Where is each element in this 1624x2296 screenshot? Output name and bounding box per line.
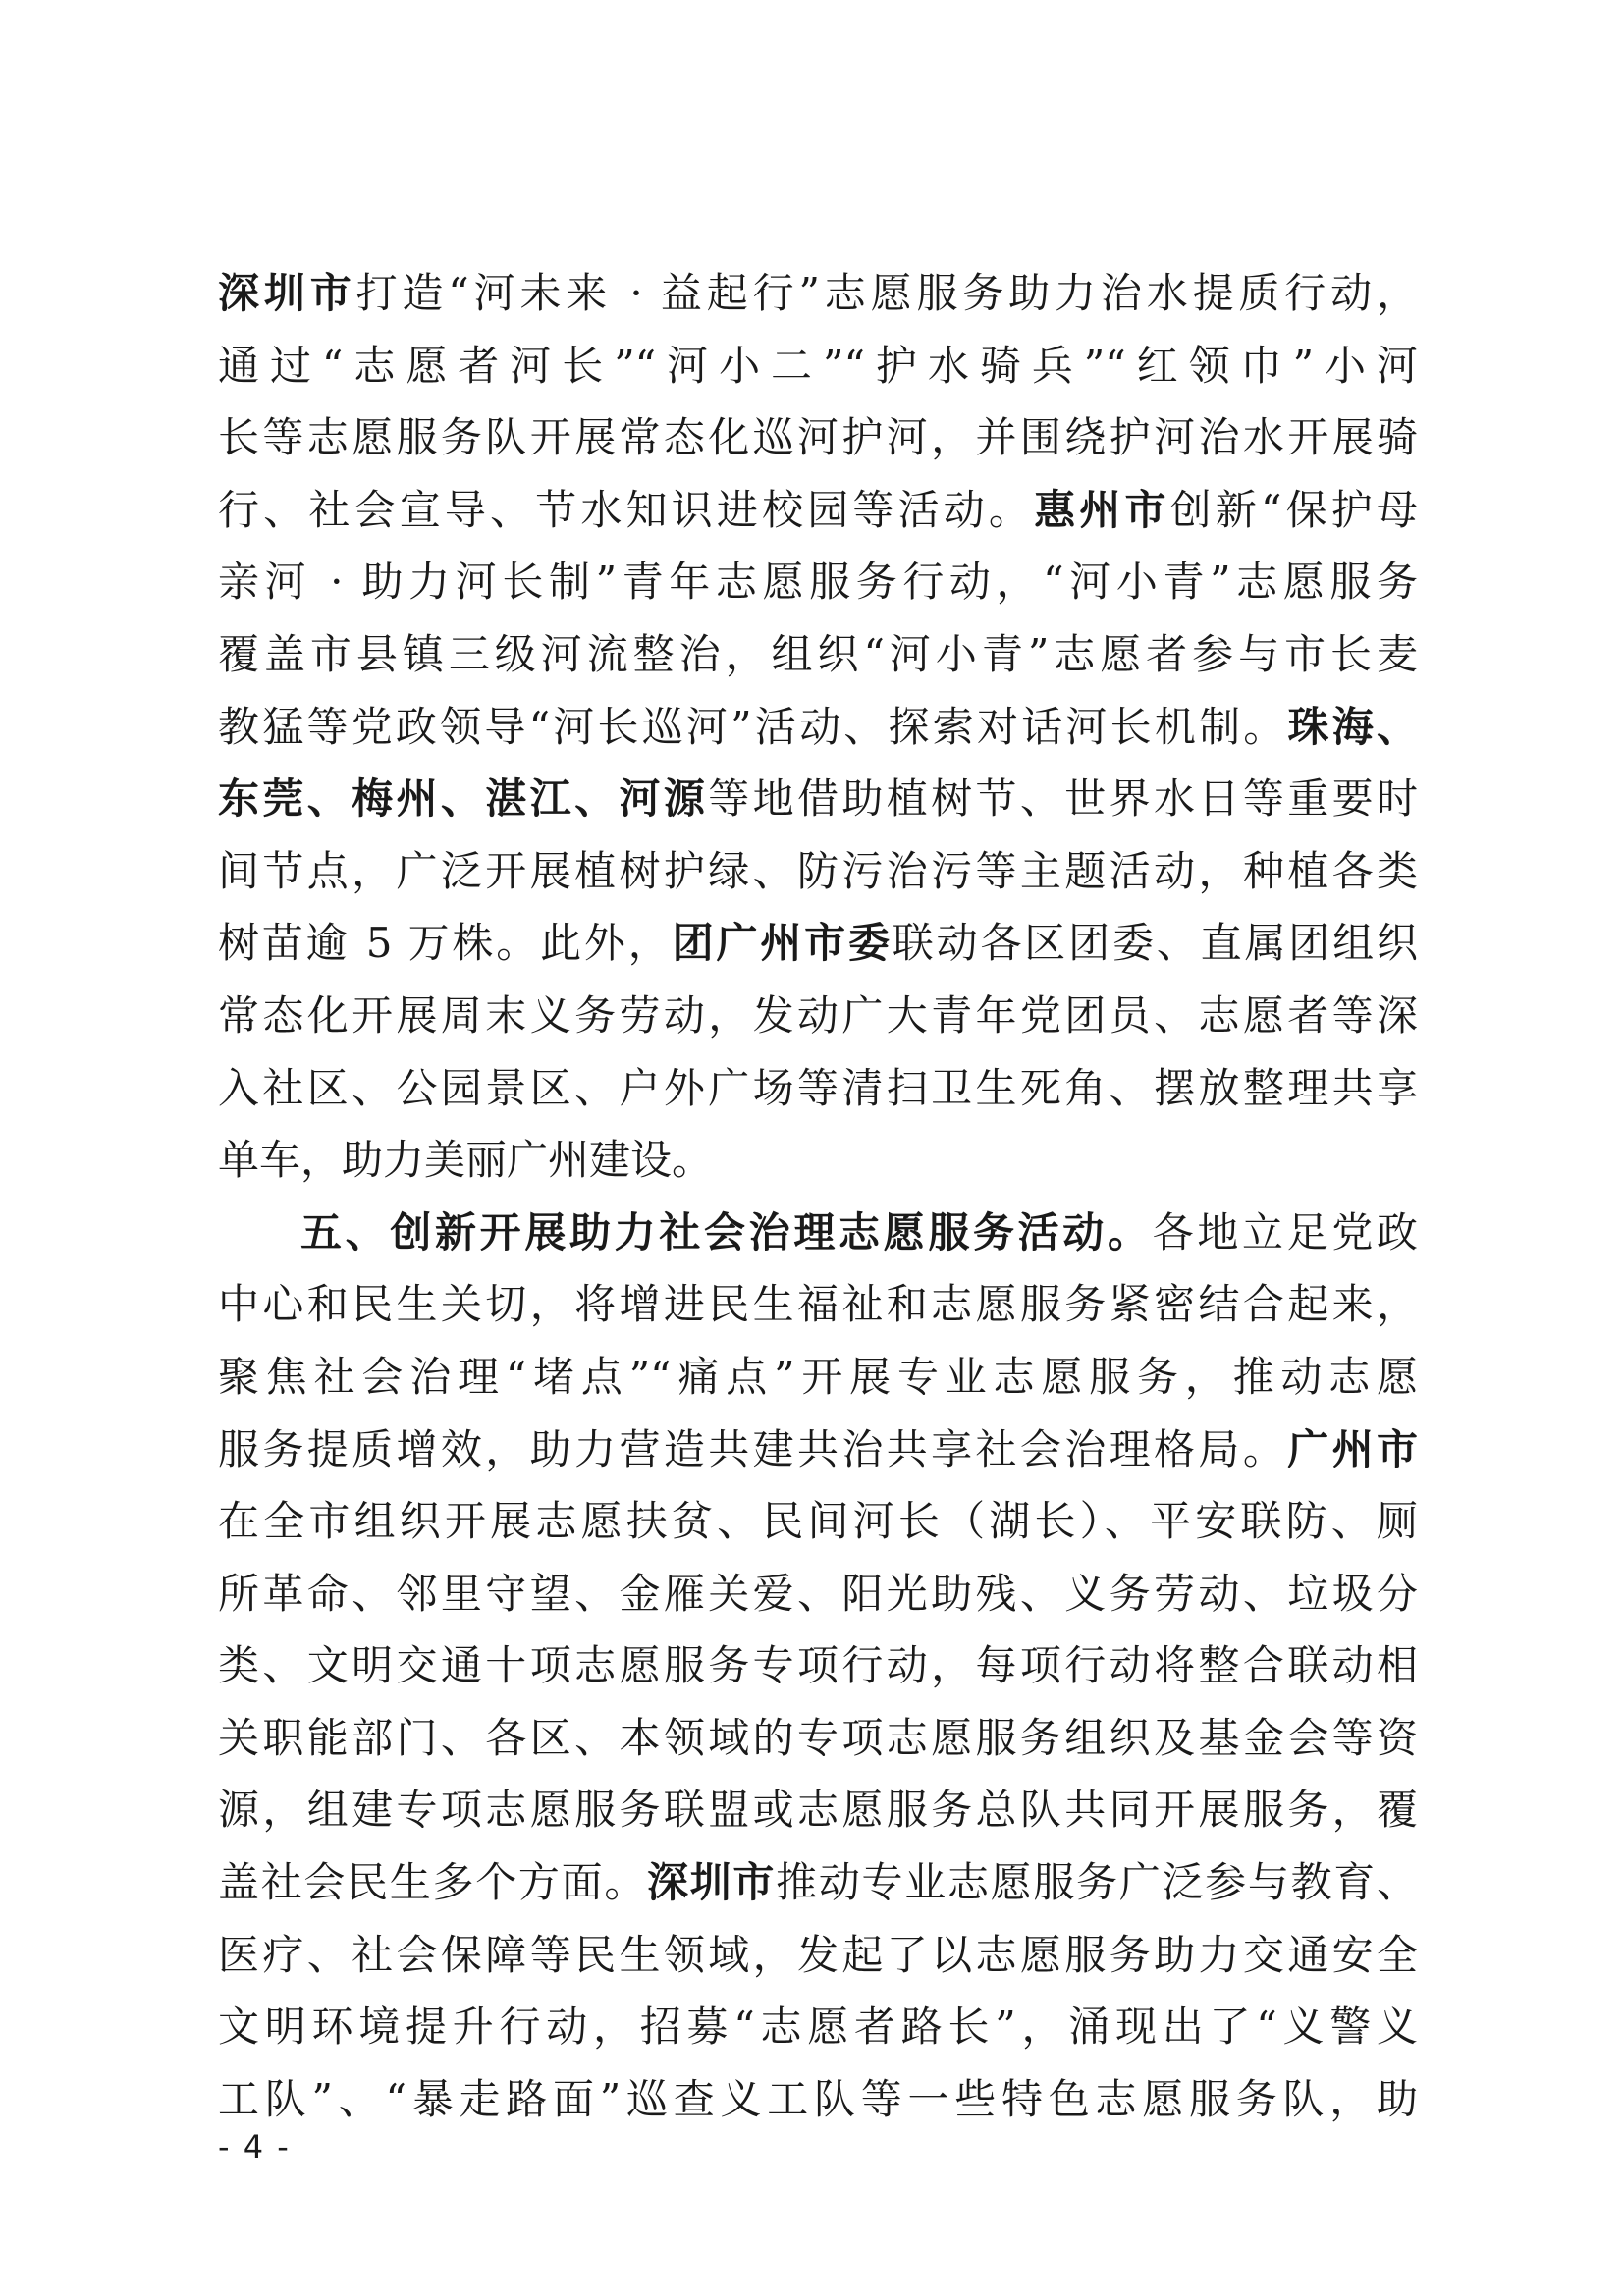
section-heading: 五、创新开展助力社会治理志愿服务活动。 [300,1207,1153,1256]
text-run: 长等志愿服务队开展常态化巡河护河，并围绕护河治水开展骑 [218,413,1418,462]
bold-run: 深圳市 [218,269,356,317]
text-run: 源，组建专项志愿服务联盟或志愿服务总队共同开展服务，覆 [218,1786,1418,1835]
text-run: 创新“保护母 [1169,485,1418,534]
text-run: 常态化开展周末义务劳动，发动广大青年党团员、志愿者等深 [218,990,1418,1040]
text-run: 文明环境提升行动，招募“志愿者路长”，涌现出了“义警义 [218,2002,1418,2052]
text-line [218,2063,1418,2136]
text-run: 单车，助力美丽广州建设。 [218,1136,714,1185]
text-run: 工队”、“暴走路面”巡查义工队等一些特色志愿服务队，助 [218,2074,1418,2123]
text-line [218,1702,1418,1775]
bold-run: 深圳市 [647,1858,777,1907]
text-run: 树苗逾 5 万株。此外， [218,919,673,968]
text-run: 中心和民生关切，将增进民生福祉和志愿服务紧密结合起来， [218,1280,1418,1329]
text-run: 聚焦社会治理“堵点”“痛点”开展专业志愿服务，推动志愿 [218,1352,1418,1401]
bold-run: 东莞、梅州、湛江、河源 [218,774,709,824]
text-run: 类、文明交通十项志愿服务专项行动，每项行动将整合联动相 [218,1641,1418,1690]
text-line [218,1414,1418,1486]
text-run: 亲河 · 助力河长制”青年志愿服务行动，“河小青”志愿服务 [218,558,1418,607]
text-run: 盖社会民生多个方面。 [218,1858,648,1907]
text-line [218,835,1418,908]
text-line [218,1991,1418,2063]
text-run: 在全市组织开展志愿扶贫、民间河长（湖长）、平安联防、厕 [218,1497,1418,1546]
text-run: 所革命、邻里守望、金雁关爱、阳光助残、义务劳动、垃圾分 [218,1569,1418,1618]
text-run: 行、社会宣导、节水知识进校园等活动。 [218,485,1035,534]
bold-run: 广州市 [1287,1424,1418,1473]
text-line [218,1485,1418,1558]
bold-run: 惠州市 [1034,485,1170,534]
text-line [218,257,1418,330]
section-heading-line [218,1197,1418,1269]
text-line [218,474,1418,547]
text-line [218,1629,1418,1702]
text-run: 联动各区团委、直属团组织 [892,919,1418,968]
text-run: 推动专业志愿服务广泛参与教育、 [776,1858,1418,1907]
text-run: 医疗、社会保障等民生领域，发起了以志愿服务助力交通安全 [218,1930,1418,1979]
text-line [218,980,1418,1052]
text-line [218,763,1418,835]
text-run: 关职能部门、各区、本领域的专项志愿服务组织及基金会等资 [218,1713,1418,1762]
text-run: 入社区、公园景区、户外广场等清扫卫生死角、摆放整理共享 [218,1063,1418,1112]
text-line [218,1341,1418,1414]
text-run: 打造“河未来 · 益起行”志愿服务助力治水提质行动， [355,269,1418,317]
text-line [218,401,1418,474]
text-run: 服务提质增效，助力营造共建共治共享社会治理格局。 [218,1424,1288,1473]
text-line [218,1052,1418,1125]
text-line [218,1124,1418,1197]
text-run: 各地立足党政 [1152,1207,1418,1256]
text-line [218,1774,1418,1846]
text-run: 教猛等党政领导“河长巡河”活动、探索对话河长机制。 [218,702,1288,751]
text-run: 等地借助植树节、世界水日等重要时 [708,774,1418,824]
text-line [218,546,1418,618]
text-line [218,330,1418,402]
bold-run: 团广州市委 [672,919,893,968]
text-run: 间节点，广泛开展植树护绿、防污治污等主题活动，种植各类 [218,846,1418,895]
text-line [218,1919,1418,1992]
page-number: - 4 - [218,2128,291,2165]
text-run: 覆盖市县镇三级河流整治，组织“河小青”志愿者参与市长麦 [218,629,1418,678]
text-line [218,691,1418,764]
text-line [218,618,1418,691]
bold-run: 珠海、 [1287,702,1418,751]
text-line [218,1268,1418,1341]
text-line [218,1846,1418,1919]
text-run: 通过“志愿者河长”“河小二”“护水骑兵”“红领巾”小河 [218,341,1418,390]
text-line [218,907,1418,980]
text-line [218,1558,1418,1630]
body-text [218,257,1418,2135]
